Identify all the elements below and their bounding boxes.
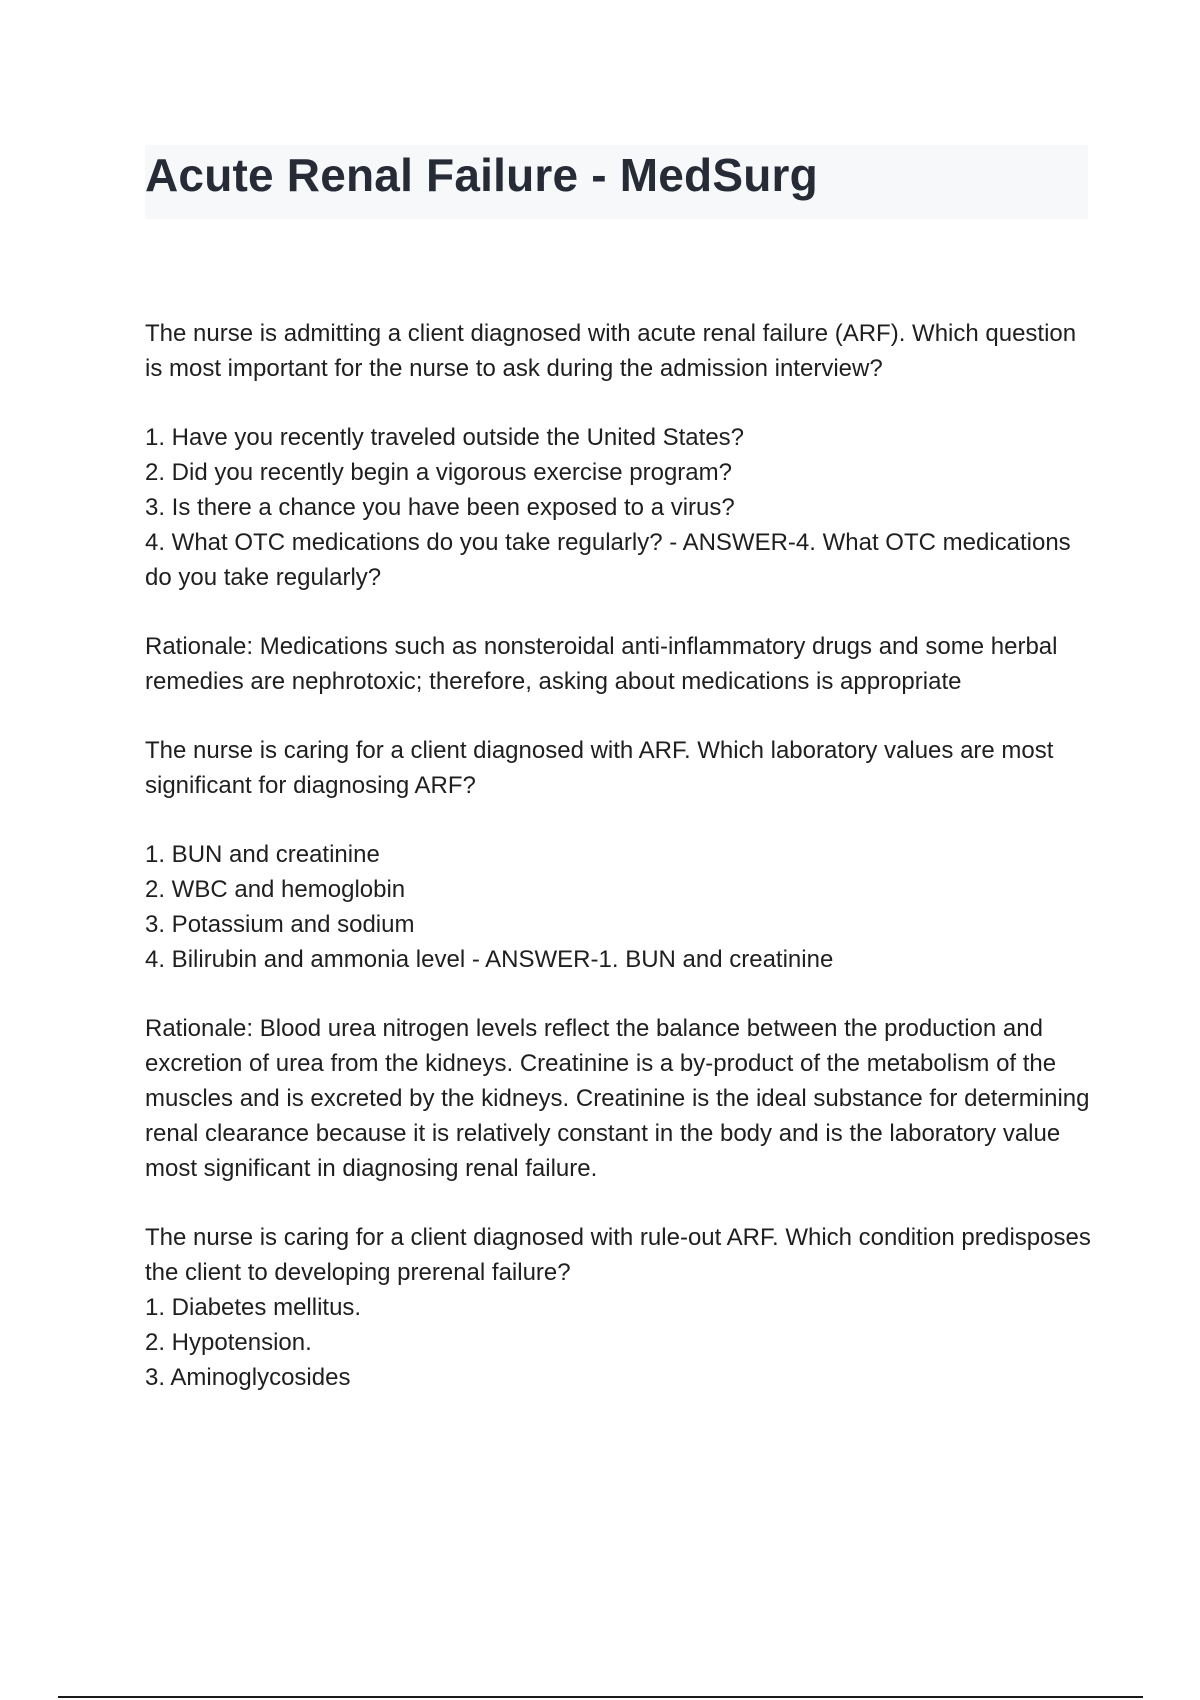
question-2-options (145, 837, 1095, 977)
question-2-stem: The nurse is caring for a client diagnosed with ARF. Which laboratory values are most significant for diagnosing ARF? (145, 737, 1054, 799)
question-3-stem: The nurse is caring for a client diagnosed with rule-out ARF. Which condition predisposes the client to developing prerenal failure? (145, 1224, 1091, 1286)
list-item: 3. Potassium and sodium (145, 911, 415, 938)
list-item: 3. Aminoglycosides (145, 1364, 351, 1391)
list-item: 2. WBC and hemoglobin (145, 876, 406, 903)
page-title: Acute Renal Failure - MedSurg (145, 149, 818, 201)
list-item: 1. Diabetes mellitus. (145, 1294, 362, 1321)
list-item: 2. Did you recently begin a vigorous exercise program? (145, 459, 732, 486)
document-body (145, 316, 1095, 1395)
list-item: 2. Hypotension. (145, 1329, 312, 1356)
list-item: 4. Bilirubin and ammonia level - ANSWER-1. BUN and creatinine (145, 946, 834, 973)
list-item: 1. BUN and creatinine (145, 841, 380, 868)
question-1-options (145, 420, 1095, 595)
question-3-options (145, 1290, 1095, 1395)
list-item: 3. Is there a chance you have been exposed to a virus? (145, 494, 735, 521)
question-2-rationale: Rationale: Blood urea nitrogen levels reflect the balance between the production and excretion of urea from the kidneys. Creatinine is a by-product of the metabolism of the muscles and is excreted by the kidneys. Creatinine is the ideal substance for determining renal clearance because it is relatively constant in the body and is the laboratory value most significant in diagnosing renal failure. (145, 1015, 1090, 1182)
page-divider (58, 1696, 1143, 1698)
question-1-stem: The nurse is admitting a client diagnosed with acute renal failure (ARF). Which question is most important for the nurse to ask during the admission interview? (145, 320, 1077, 382)
question-1-rationale: Rationale: Medications such as nonsteroidal anti-inflammatory drugs and some herbal remedies are nephrotoxic; therefore, asking about medications is appropriate (145, 633, 1058, 695)
list-item: 1. Have you recently traveled outside the United States? (145, 424, 745, 451)
list-item: 4. What OTC medications do you take regularly? - ANSWER-4. What OTC medications do you take regularly? (145, 529, 1071, 591)
title-banner (145, 145, 1088, 219)
